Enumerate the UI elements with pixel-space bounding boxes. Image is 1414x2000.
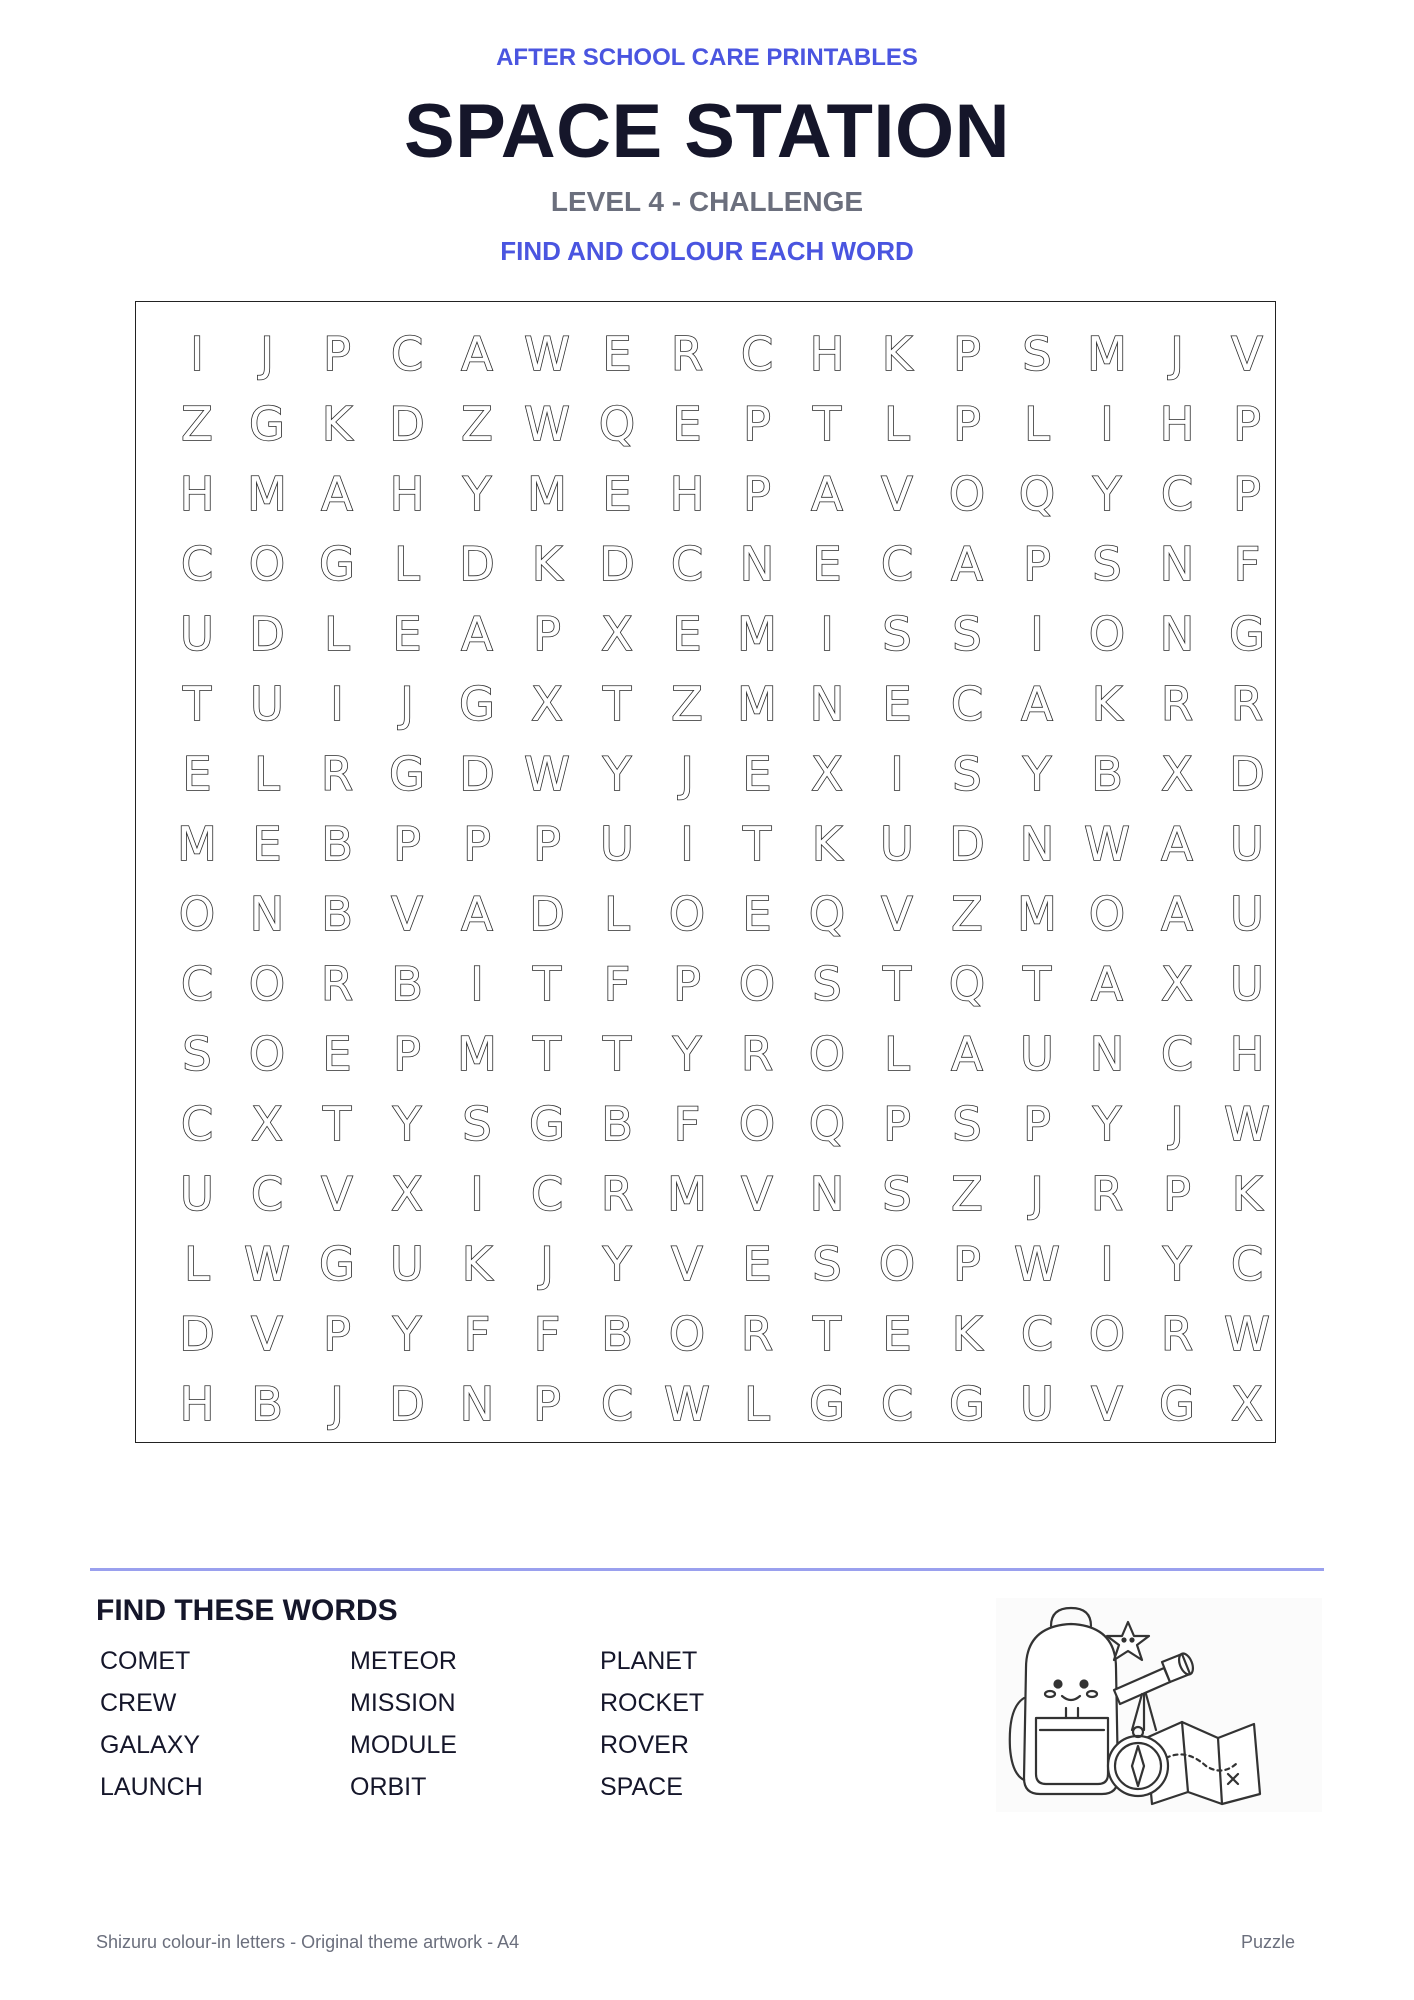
- grid-letter[interactable]: N: [1159, 607, 1195, 661]
- word-list-item: GALAXY: [100, 1731, 201, 1759]
- grid-letter[interactable]: X: [601, 607, 633, 661]
- grid-letter[interactable]: O: [668, 887, 706, 941]
- letter-grid: [162, 319, 1282, 1439]
- grid-letter[interactable]: S: [882, 607, 912, 661]
- grid-letter[interactable]: M: [457, 1027, 497, 1081]
- grid-letter[interactable]: W: [1224, 1097, 1270, 1151]
- grid-letter[interactable]: I: [890, 747, 904, 801]
- grid-letter[interactable]: P: [1023, 537, 1051, 591]
- grid-letter[interactable]: P: [323, 1307, 351, 1361]
- grid-letter[interactable]: E: [742, 747, 772, 801]
- grid-letter[interactable]: D: [949, 817, 985, 871]
- grid-letter[interactable]: U: [1230, 957, 1264, 1011]
- grid-letter[interactable]: E: [882, 677, 912, 731]
- word-list-item: MISSION: [350, 1689, 456, 1717]
- grid-letter[interactable]: N: [1159, 537, 1195, 591]
- grid-letter[interactable]: K: [531, 537, 563, 591]
- grid-letter[interactable]: C: [250, 1167, 284, 1221]
- backpack-illustration: [996, 1598, 1322, 1812]
- grid-letter[interactable]: N: [809, 1167, 845, 1221]
- kicker-text: AFTER SCHOOL CARE PRINTABLES: [496, 44, 918, 71]
- grid-letter[interactable]: E: [252, 817, 282, 871]
- grid-letter[interactable]: G: [459, 677, 495, 731]
- grid-letter[interactable]: U: [1020, 1027, 1054, 1081]
- grid-letter[interactable]: S: [1022, 327, 1052, 381]
- grid-letter[interactable]: P: [533, 1377, 561, 1431]
- grid-letter[interactable]: A: [1021, 677, 1053, 731]
- level-label: LEVEL 4 - CHALLENGE: [550, 186, 864, 217]
- grid-letter[interactable]: N: [459, 1377, 495, 1431]
- grid-letter[interactable]: O: [1088, 1307, 1126, 1361]
- grid-letter[interactable]: T: [532, 957, 562, 1011]
- grid-letter[interactable]: G: [1159, 1377, 1195, 1431]
- grid-letter[interactable]: P: [953, 397, 981, 451]
- grid-letter[interactable]: F: [533, 1307, 561, 1361]
- grid-letter[interactable]: T: [1022, 957, 1052, 1011]
- grid-letter[interactable]: L: [884, 397, 910, 451]
- grid-letter[interactable]: O: [948, 467, 986, 521]
- grid-letter[interactable]: E: [742, 1237, 772, 1291]
- grid-letter[interactable]: L: [394, 537, 420, 591]
- grid-letter[interactable]: S: [952, 607, 982, 661]
- grid-letter[interactable]: D: [529, 887, 565, 941]
- grid-letter[interactable]: D: [599, 537, 635, 591]
- grid-letter[interactable]: L: [744, 1377, 770, 1431]
- grid-letter[interactable]: O: [1088, 887, 1126, 941]
- grid-letter[interactable]: R: [1161, 677, 1193, 731]
- grid-letter[interactable]: H: [179, 1377, 215, 1431]
- grid-letter[interactable]: M: [1087, 327, 1127, 381]
- grid-letter[interactable]: I: [330, 677, 344, 731]
- grid-letter[interactable]: I: [470, 1167, 484, 1221]
- grid-letter[interactable]: A: [1091, 957, 1123, 1011]
- grid-letter[interactable]: I: [680, 817, 694, 871]
- grid-letter[interactable]: S: [812, 957, 842, 1011]
- grid-letter[interactable]: B: [601, 1097, 633, 1151]
- grid-letter[interactable]: A: [321, 467, 353, 521]
- grid-letter[interactable]: L: [884, 1027, 910, 1081]
- grid-letter[interactable]: E: [672, 607, 702, 661]
- grid-letter[interactable]: D: [389, 1377, 425, 1431]
- grid-letter[interactable]: M: [737, 677, 777, 731]
- grid-letter[interactable]: D: [249, 607, 285, 661]
- grid-letter[interactable]: V: [321, 1167, 353, 1221]
- grid-letter[interactable]: X: [1161, 747, 1193, 801]
- word-list-item: PLANET: [600, 1647, 698, 1675]
- grid-letter[interactable]: I: [1100, 397, 1114, 451]
- grid-letter[interactable]: O: [738, 1097, 776, 1151]
- grid-letter[interactable]: C: [1160, 1027, 1194, 1081]
- grid-letter[interactable]: E: [812, 537, 842, 591]
- grid-letter[interactable]: P: [393, 817, 421, 871]
- grid-letter[interactable]: R: [321, 957, 353, 1011]
- grid-letter[interactable]: J: [540, 1237, 554, 1291]
- footer-label: Puzzle: [1240, 1932, 1295, 1952]
- grid-letter[interactable]: P: [1023, 1097, 1051, 1151]
- grid-letter[interactable]: V: [391, 887, 423, 941]
- grid-letter[interactable]: H: [669, 467, 705, 521]
- grid-letter[interactable]: M: [1017, 887, 1057, 941]
- grid-letter[interactable]: U: [600, 817, 634, 871]
- grid-letter[interactable]: J: [330, 1377, 344, 1431]
- grid-letter[interactable]: O: [248, 537, 286, 591]
- grid-letter[interactable]: F: [603, 957, 631, 1011]
- grid-letter[interactable]: C: [670, 537, 704, 591]
- grid-letter[interactable]: C: [1160, 467, 1194, 521]
- grid-letter[interactable]: K: [321, 397, 353, 451]
- grid-letter[interactable]: U: [1020, 1377, 1054, 1431]
- grid-letter[interactable]: V: [881, 467, 913, 521]
- grid-letter[interactable]: A: [461, 607, 493, 661]
- grid-letter[interactable]: W: [1224, 1307, 1270, 1361]
- grid-letter[interactable]: J: [400, 677, 414, 731]
- grid-letter[interactable]: N: [739, 537, 775, 591]
- grid-letter[interactable]: X: [531, 677, 563, 731]
- grid-letter[interactable]: S: [812, 1237, 842, 1291]
- grid-letter[interactable]: U: [880, 817, 914, 871]
- grid-letter[interactable]: K: [811, 817, 843, 871]
- grid-letter[interactable]: C: [950, 677, 984, 731]
- grid-letter[interactable]: D: [389, 397, 425, 451]
- grid-letter[interactable]: T: [602, 1027, 632, 1081]
- grid-letter[interactable]: A: [951, 1027, 983, 1081]
- grid-letter[interactable]: T: [602, 677, 632, 731]
- grid-letter[interactable]: A: [461, 327, 493, 381]
- grid-letter[interactable]: M: [177, 817, 217, 871]
- word-list-item: SPACE: [600, 1773, 683, 1801]
- grid-letter[interactable]: T: [812, 397, 842, 451]
- grid-letter[interactable]: T: [182, 677, 212, 731]
- grid-letter[interactable]: D: [1229, 747, 1265, 801]
- grid-letter[interactable]: R: [321, 747, 353, 801]
- grid-letter[interactable]: P: [323, 327, 351, 381]
- grid-letter[interactable]: O: [738, 957, 776, 1011]
- grid-letter[interactable]: Y: [392, 1307, 422, 1361]
- grid-letter[interactable]: W: [524, 327, 570, 381]
- grid-letter[interactable]: Z: [671, 677, 703, 731]
- grid-letter[interactable]: Z: [181, 397, 213, 451]
- grid-letter[interactable]: C: [530, 1167, 564, 1221]
- grid-letter[interactable]: E: [882, 1307, 912, 1361]
- grid-letter[interactable]: H: [1229, 1027, 1265, 1081]
- grid-letter[interactable]: R: [741, 1027, 773, 1081]
- grid-letter[interactable]: Z: [951, 1167, 983, 1221]
- grid-letter[interactable]: C: [390, 327, 424, 381]
- grid-letter[interactable]: E: [392, 607, 422, 661]
- grid-letter[interactable]: P: [953, 327, 981, 381]
- grid-letter[interactable]: W: [524, 397, 570, 451]
- grid-letter[interactable]: E: [602, 327, 632, 381]
- grid-letter[interactable]: O: [668, 1307, 706, 1361]
- grid-letter[interactable]: Q: [808, 887, 846, 941]
- grid-letter[interactable]: R: [671, 327, 703, 381]
- grid-letter[interactable]: H: [389, 467, 425, 521]
- grid-letter[interactable]: P: [393, 1027, 421, 1081]
- grid-letter[interactable]: K: [1231, 1167, 1263, 1221]
- grid-letter[interactable]: Y: [1162, 1237, 1192, 1291]
- word-list-item: MODULE: [350, 1731, 457, 1759]
- grid-letter[interactable]: S: [462, 1097, 492, 1151]
- grid-letter[interactable]: G: [809, 1377, 845, 1431]
- grid-letter[interactable]: E: [182, 747, 212, 801]
- grid-letter[interactable]: A: [461, 887, 493, 941]
- grid-letter[interactable]: M: [527, 467, 567, 521]
- grid-letter[interactable]: E: [742, 887, 772, 941]
- grid-letter[interactable]: X: [251, 1097, 283, 1151]
- grid-letter[interactable]: Y: [462, 467, 492, 521]
- grid-letter[interactable]: K: [1091, 677, 1123, 731]
- grid-letter[interactable]: S: [1092, 537, 1122, 591]
- grid-letter[interactable]: I: [820, 607, 834, 661]
- grid-letter[interactable]: G: [319, 537, 355, 591]
- grid-letter[interactable]: X: [1161, 957, 1193, 1011]
- grid-letter[interactable]: F: [1233, 537, 1261, 591]
- grid-letter[interactable]: O: [248, 1027, 286, 1081]
- grid-letter[interactable]: H: [809, 327, 845, 381]
- grid-letter[interactable]: B: [321, 817, 353, 871]
- grid-letter[interactable]: A: [1161, 887, 1193, 941]
- grid-letter[interactable]: J: [1170, 327, 1184, 381]
- grid-letter[interactable]: J: [1170, 1097, 1184, 1151]
- grid-letter[interactable]: O: [808, 1027, 846, 1081]
- grid-letter[interactable]: C: [740, 327, 774, 381]
- grid-letter[interactable]: C: [880, 537, 914, 591]
- grid-letter[interactable]: S: [882, 1167, 912, 1221]
- grid-letter[interactable]: W: [1084, 817, 1130, 871]
- grid-letter[interactable]: V: [1091, 1377, 1123, 1431]
- grid-letter[interactable]: B: [321, 887, 353, 941]
- word-list-item: ORBIT: [350, 1773, 427, 1801]
- grid-letter[interactable]: Y: [602, 1237, 632, 1291]
- grid-letter[interactable]: V: [251, 1307, 283, 1361]
- grid-letter[interactable]: Y: [602, 747, 632, 801]
- grid-letter[interactable]: P: [1233, 467, 1261, 521]
- grid-letter[interactable]: K: [461, 1237, 493, 1291]
- grid-letter[interactable]: O: [178, 887, 216, 941]
- grid-letter[interactable]: G: [949, 1377, 985, 1431]
- grid-letter[interactable]: V: [1231, 327, 1263, 381]
- grid-letter[interactable]: E: [322, 1027, 352, 1081]
- grid-letter[interactable]: R: [741, 1307, 773, 1361]
- word-list-item: ROCKET: [600, 1689, 705, 1717]
- grid-letter[interactable]: B: [1091, 747, 1123, 801]
- grid-letter[interactable]: G: [1229, 607, 1265, 661]
- grid-letter[interactable]: U: [1230, 887, 1264, 941]
- grid-letter[interactable]: J: [1030, 1167, 1044, 1221]
- grid-letter[interactable]: C: [880, 1377, 914, 1431]
- grid-letter[interactable]: U: [180, 607, 214, 661]
- grid-letter[interactable]: E: [602, 467, 632, 521]
- grid-letter[interactable]: G: [529, 1097, 565, 1151]
- grid-letter[interactable]: X: [391, 1167, 423, 1221]
- grid-letter[interactable]: Y: [392, 1097, 422, 1151]
- grid-letter[interactable]: T: [532, 1027, 562, 1081]
- grid-letter[interactable]: G: [389, 747, 425, 801]
- grid-letter[interactable]: I: [1030, 607, 1044, 661]
- grid-letter[interactable]: Y: [1092, 1097, 1122, 1151]
- grid-letter[interactable]: D: [459, 747, 495, 801]
- grid-letter[interactable]: O: [878, 1237, 916, 1291]
- grid-letter[interactable]: Z: [461, 397, 493, 451]
- grid-letter[interactable]: W: [244, 1237, 290, 1291]
- grid-letter[interactable]: U: [180, 1167, 214, 1221]
- section-divider: [90, 1568, 1324, 1571]
- word-list-item: CREW: [100, 1689, 177, 1717]
- grid-letter[interactable]: C: [180, 1097, 214, 1151]
- grid-letter[interactable]: N: [1019, 817, 1055, 871]
- grid-letter[interactable]: Q: [948, 957, 986, 1011]
- grid-letter[interactable]: K: [951, 1307, 983, 1361]
- grid-letter[interactable]: P: [463, 817, 491, 871]
- grid-letter[interactable]: O: [248, 957, 286, 1011]
- grid-letter[interactable]: W: [1014, 1237, 1060, 1291]
- grid-letter[interactable]: O: [1088, 607, 1126, 661]
- grid-letter[interactable]: B: [601, 1307, 633, 1361]
- grid-letter[interactable]: H: [1159, 397, 1195, 451]
- grid-letter[interactable]: D: [459, 537, 495, 591]
- grid-letter[interactable]: M: [247, 467, 287, 521]
- grid-letter[interactable]: K: [881, 327, 913, 381]
- grid-letter[interactable]: C: [1020, 1307, 1054, 1361]
- grid-letter[interactable]: B: [251, 1377, 283, 1431]
- grid-letter[interactable]: P: [673, 957, 701, 1011]
- instruction-text: FIND AND COLOUR EACH WORD: [500, 236, 914, 266]
- grid-letter[interactable]: V: [671, 1237, 703, 1291]
- grid-letter[interactable]: C: [600, 1377, 634, 1431]
- grid-letter[interactable]: T: [322, 1097, 352, 1151]
- footer-credit: Shizuru colour-in letters - Original theme artwork - A4: [96, 1932, 520, 1952]
- grid-letter[interactable]: C: [180, 537, 214, 591]
- grid-letter[interactable]: R: [601, 1167, 633, 1221]
- grid-letter[interactable]: P: [1233, 397, 1261, 451]
- grid-letter[interactable]: Z: [951, 887, 983, 941]
- grid-letter[interactable]: W: [524, 747, 570, 801]
- grid-letter[interactable]: C: [1230, 1237, 1264, 1291]
- grid-letter[interactable]: M: [737, 607, 777, 661]
- grid-letter[interactable]: J: [260, 327, 274, 381]
- grid-letter[interactable]: V: [881, 887, 913, 941]
- grid-letter[interactable]: I: [190, 327, 204, 381]
- grid-letter[interactable]: S: [952, 747, 982, 801]
- grid-letter[interactable]: P: [533, 817, 561, 871]
- grid-letter[interactable]: P: [883, 1097, 911, 1151]
- grid-letter[interactable]: U: [390, 1237, 424, 1291]
- grid-letter[interactable]: F: [673, 1097, 701, 1151]
- grid-letter[interactable]: E: [672, 397, 702, 451]
- grid-letter[interactable]: L: [184, 1237, 210, 1291]
- grid-letter[interactable]: G: [319, 1237, 355, 1291]
- grid-letter[interactable]: Y: [672, 1027, 702, 1081]
- grid-letter[interactable]: N: [1089, 1027, 1125, 1081]
- grid-letter[interactable]: Q: [1018, 467, 1056, 521]
- grid-letter[interactable]: U: [250, 677, 284, 731]
- grid-letter[interactable]: A: [951, 537, 983, 591]
- grid-letter[interactable]: W: [664, 1377, 710, 1431]
- word-list-heading: FIND THESE WORDS: [96, 1594, 398, 1627]
- grid-letter[interactable]: N: [809, 677, 845, 731]
- grid-letter[interactable]: L: [1024, 397, 1050, 451]
- word-list-item: LAUNCH: [100, 1773, 203, 1801]
- grid-letter[interactable]: A: [1161, 817, 1193, 871]
- grid-letter[interactable]: P: [743, 397, 771, 451]
- grid-letter[interactable]: C: [180, 957, 214, 1011]
- word-list: [100, 1640, 850, 1808]
- grid-letter[interactable]: H: [179, 467, 215, 521]
- grid-letter[interactable]: P: [743, 467, 771, 521]
- grid-letter[interactable]: L: [324, 607, 350, 661]
- grid-letter[interactable]: I: [470, 957, 484, 1011]
- word-search-grid: [135, 301, 1276, 1443]
- grid-letter[interactable]: R: [1091, 1167, 1123, 1221]
- word-list-item: ROVER: [600, 1731, 689, 1759]
- grid-letter[interactable]: R: [1231, 677, 1263, 731]
- grid-letter[interactable]: D: [179, 1307, 215, 1361]
- page-title: SPACE STATION: [403, 89, 1011, 174]
- grid-letter[interactable]: F: [463, 1307, 491, 1361]
- grid-letter[interactable]: U: [1230, 817, 1264, 871]
- grid-letter[interactable]: T: [882, 957, 912, 1011]
- grid-letter[interactable]: X: [1231, 1377, 1263, 1431]
- grid-letter[interactable]: B: [391, 957, 423, 1011]
- grid-letter[interactable]: A: [811, 467, 843, 521]
- word-list-item: COMET: [100, 1647, 191, 1675]
- grid-letter[interactable]: S: [182, 1027, 212, 1081]
- grid-letter[interactable]: Y: [1022, 747, 1052, 801]
- grid-letter[interactable]: X: [811, 747, 843, 801]
- grid-letter[interactable]: Y: [1092, 467, 1122, 521]
- grid-letter[interactable]: M: [667, 1167, 707, 1221]
- grid-letter[interactable]: N: [249, 887, 285, 941]
- grid-letter[interactable]: P: [1163, 1167, 1191, 1221]
- word-list-item: METEOR: [350, 1647, 457, 1675]
- grid-letter[interactable]: L: [604, 887, 630, 941]
- grid-letter[interactable]: L: [254, 747, 280, 801]
- grid-letter[interactable]: G: [249, 397, 285, 451]
- grid-letter[interactable]: J: [680, 747, 694, 801]
- grid-letter[interactable]: T: [742, 817, 772, 871]
- grid-letter[interactable]: P: [953, 1237, 981, 1291]
- grid-letter[interactable]: I: [1100, 1237, 1114, 1291]
- grid-letter[interactable]: Q: [808, 1097, 846, 1151]
- grid-letter[interactable]: S: [952, 1097, 982, 1151]
- grid-letter[interactable]: T: [812, 1307, 842, 1361]
- grid-letter[interactable]: R: [1161, 1307, 1193, 1361]
- grid-letter[interactable]: V: [741, 1167, 773, 1221]
- grid-letter[interactable]: P: [533, 607, 561, 661]
- backpack-art-icon: [996, 1598, 1322, 1812]
- grid-letter[interactable]: Q: [598, 397, 636, 451]
